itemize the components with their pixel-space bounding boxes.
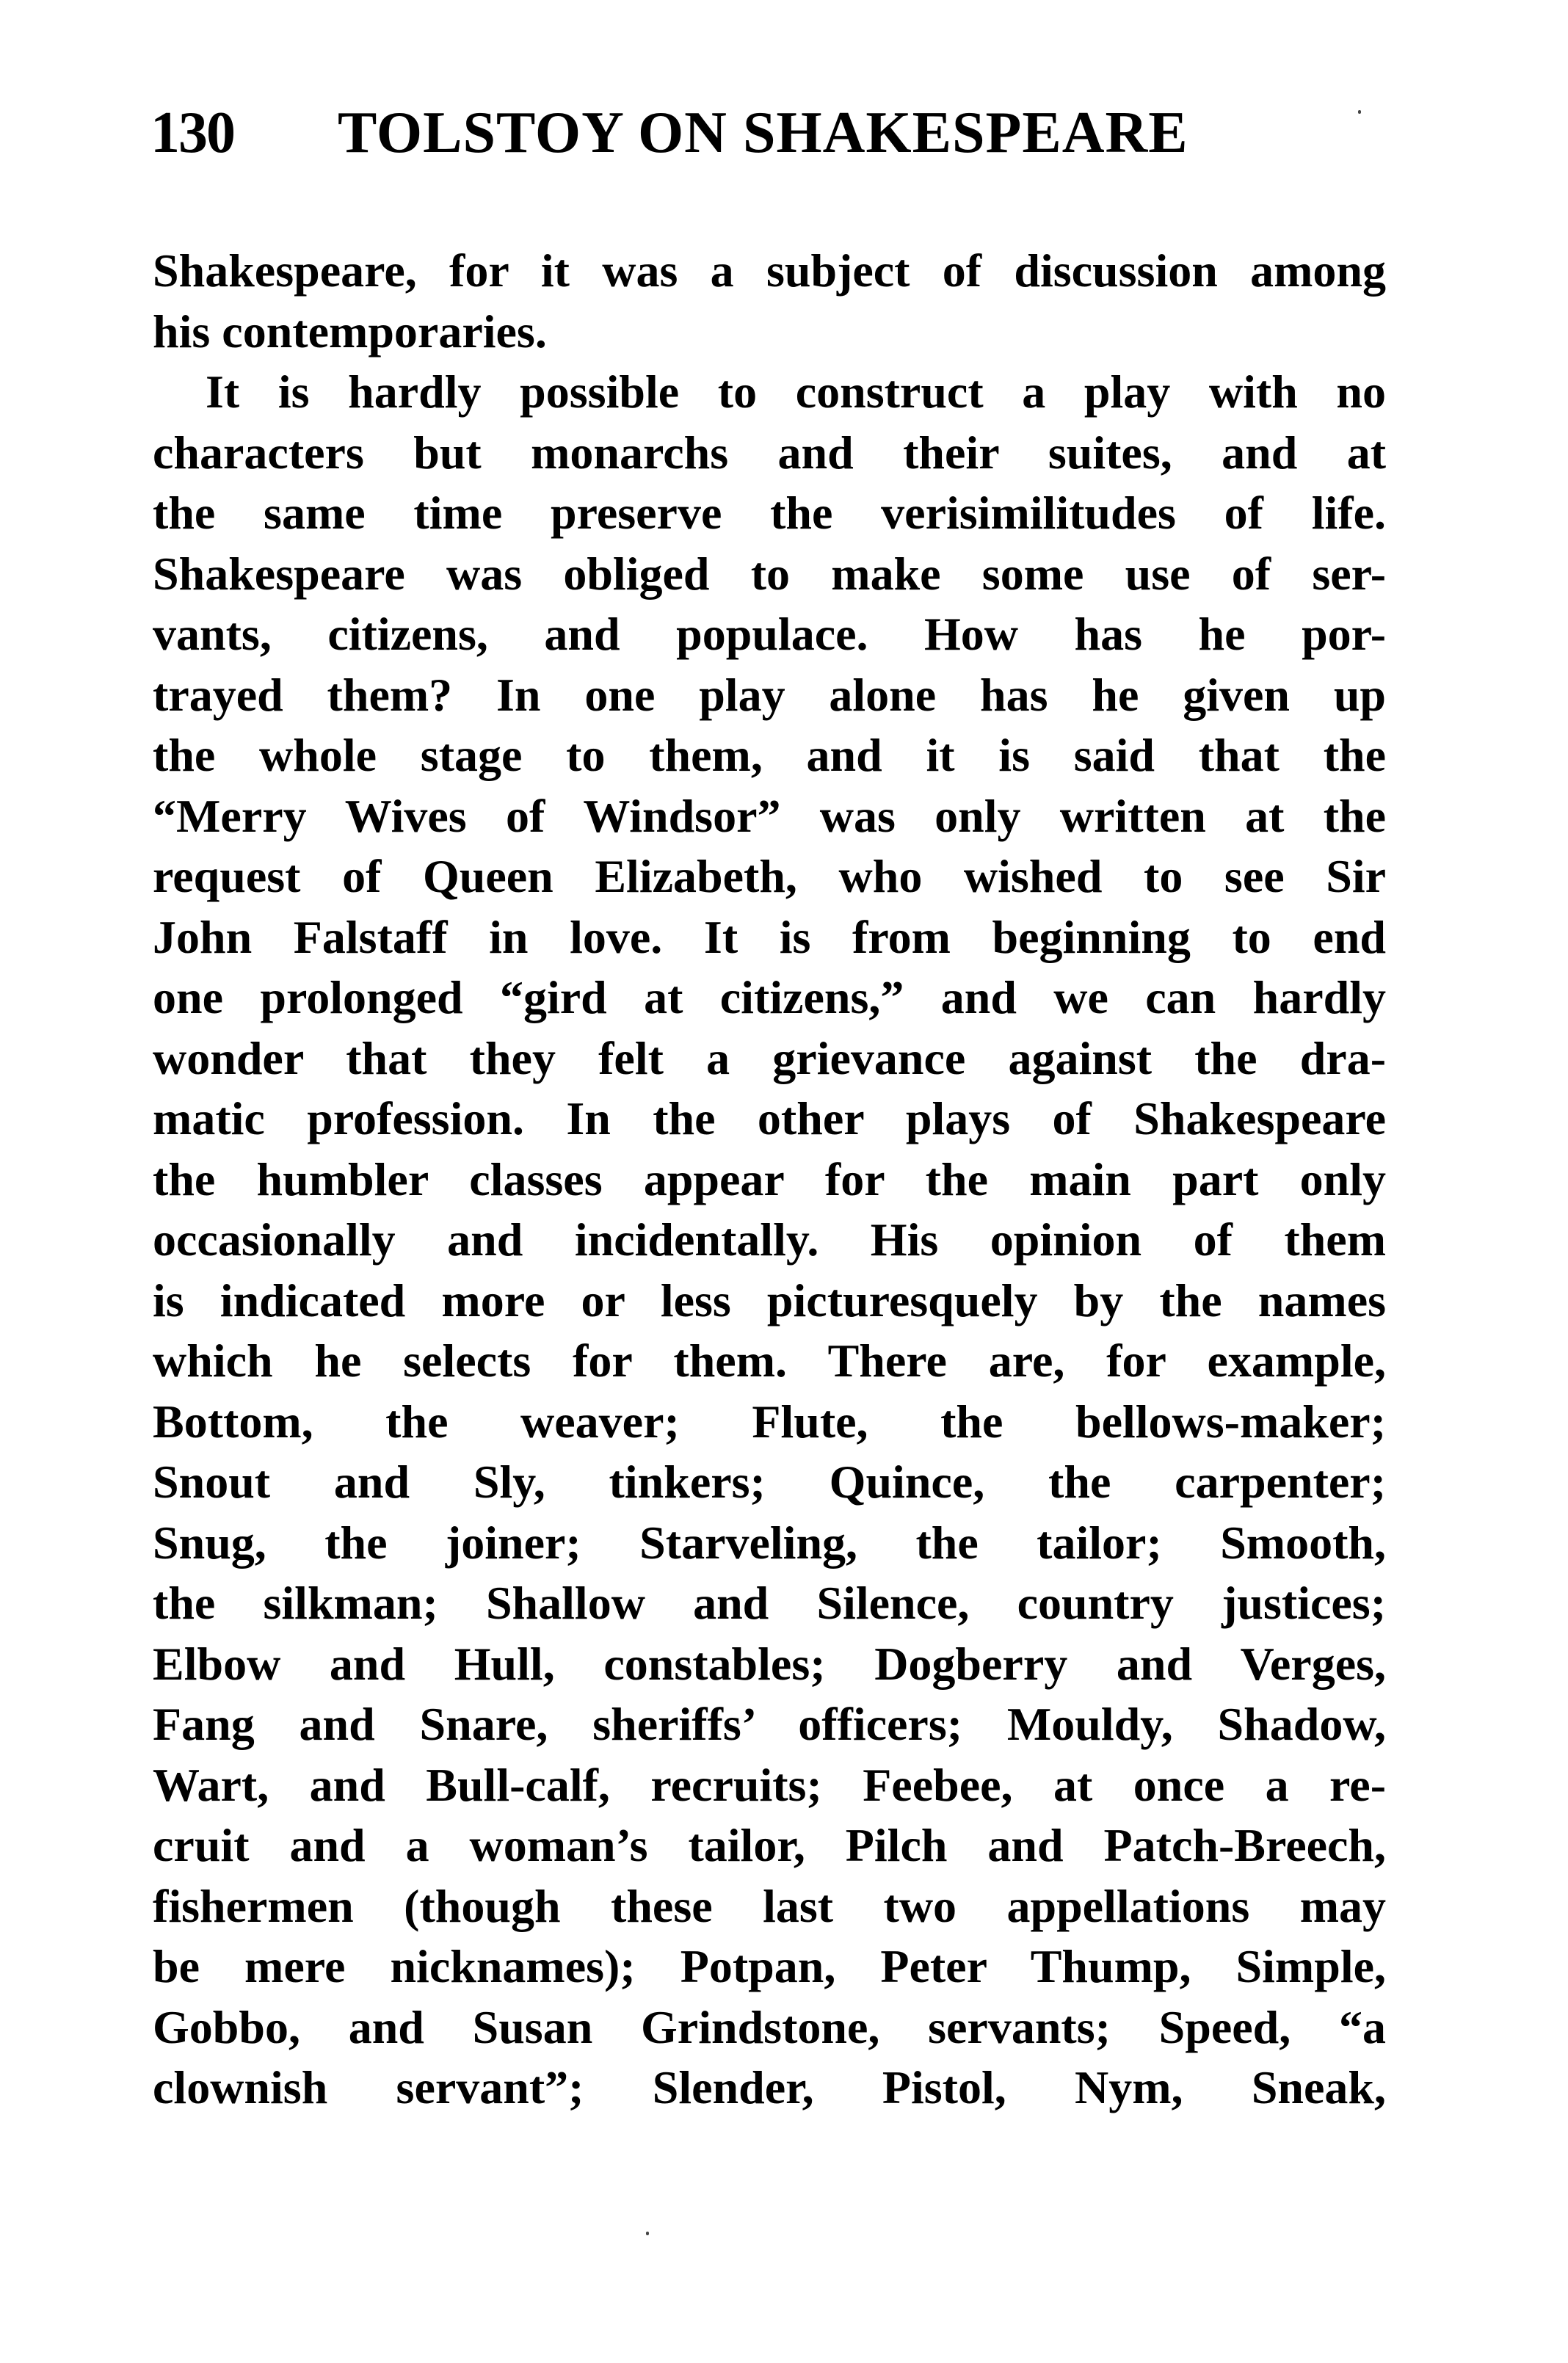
text-line: Shakespeare, for it was a subject of discussion among [153,244,1386,297]
running-title: TOLSTOY ON SHAKESPEARE [338,101,1188,165]
text-line: Shakespeare was obliged to make some use of ser- [153,547,1386,600]
scan-speck [646,2232,649,2235]
text-line: wonder that they felt a grievance against the dra- [153,1031,1386,1084]
text-line: request of Queen Elizabeth, who wished to see Sir [153,850,1386,902]
text-line: fishermen (though these last two appellations may [153,1879,1386,1932]
text-line: be mere nicknames); Potpan, Peter Thump, Simple, [153,1940,1386,1992]
text-line: Elbow and Hull, constables; Dogberry and Verges, [153,1637,1386,1690]
text-line: It is hardly possible to construct a play with no [206,366,1386,418]
text-line: cruit and a woman’s tailor, Pilch and Patch-Breech, [153,1819,1386,1871]
text-line: one prolonged “gird at citizens,” and we can hardly [153,971,1386,1023]
text-line: trayed them? In one play alone has he given up [153,668,1386,721]
text-line: Snug, the joiner; Starveling, the tailor; Smooth, [153,1516,1386,1569]
running-head [150,100,1398,166]
text-line: Wart, and Bull-calf, recruits; Feebee, at once a re- [153,1758,1386,1811]
text-line: the whole stage to them, and it is said that the [153,729,1386,781]
text-line: clownish servant”; Slender, Pistol, Nym, Sneak, [153,2061,1386,2113]
page-number: 130 [150,101,234,165]
text-line: vants, citizens, and populace. How has he por- [153,608,1386,660]
text-line: Gobbo, and Susan Grindstone, servants; Speed, “a [153,2000,1386,2053]
body-text [153,241,1386,2119]
text-line: his contemporaries. [153,305,547,357]
text-line: occasionally and incidentally. His opinion of them [153,1213,1386,1266]
text-line: the silkman; Shallow and Silence, country justices; [153,1577,1386,1629]
text-line: which he selects for them. There are, for example, [153,1335,1386,1387]
text-line: the same time preserve the verisimilitudes of life. [153,487,1386,539]
text-line: “Merry Wives of Windsor” was only written at the [153,789,1386,842]
text-line: Snout and Sly, tinkers; Quince, the carpenter; [153,1456,1386,1508]
text-line: characters but monarchs and their suites, and at [153,426,1386,479]
text-line: is indicated more or less picturesquely by the names [153,1274,1386,1326]
text-line: the humbler classes appear for the main part only [153,1153,1386,1205]
scan-speck [1358,110,1361,114]
text-line: John Falstaff in love. It is from beginning to end [153,910,1386,963]
text-line: Fang and Snare, sheriffs’ officers; Mouldy, Shadow, [153,1698,1386,1750]
text-line: matic profession. In the other plays of Shakespeare [153,1092,1386,1144]
text-line: Bottom, the weaver; Flute, the bellows-maker; [153,1395,1386,1448]
